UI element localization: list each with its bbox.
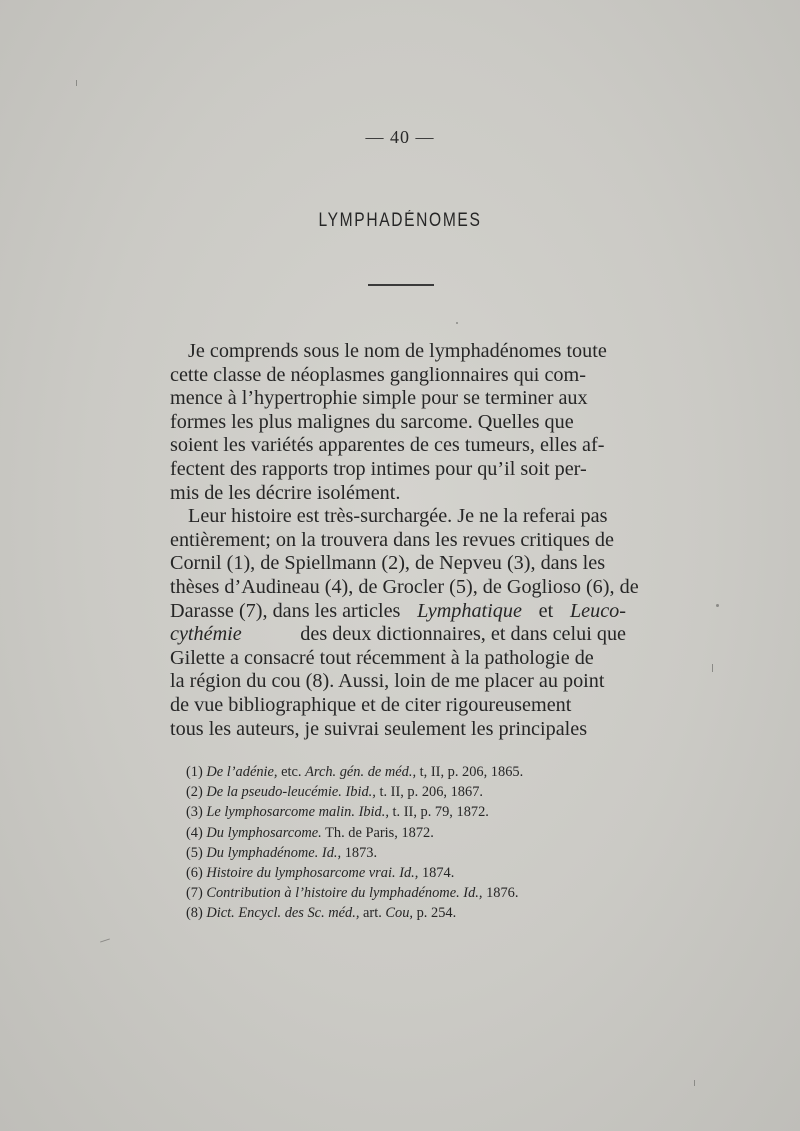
text-line: mence à l’hypertrophie simple pour se terminer aux xyxy=(170,387,588,410)
footnote-title: De l’adénie, xyxy=(206,764,278,780)
text-line: la région du cou (8). Aussi, loin de me placer au point xyxy=(170,670,605,693)
footnote-title: Contribution à l’histoire du lymphadénome. xyxy=(206,885,460,902)
page-number: — 40 — xyxy=(365,127,435,147)
footnote xyxy=(186,802,626,822)
footnote-source: Arch. gén. de méd., xyxy=(305,764,417,780)
text-line: fectent des rapports trop intimes pour qu’il soit per- xyxy=(170,457,587,480)
text-line: Gilette a consacré tout récemment à la pathologie de xyxy=(170,646,594,669)
footnote-number: (5) xyxy=(186,844,203,861)
footnote-title: Histoire du lymphosarcome vrai. xyxy=(206,865,396,882)
footnote-number: (1) xyxy=(186,764,203,780)
footnote-title: Du lymphadénome. xyxy=(206,844,319,861)
paper-speck xyxy=(716,604,719,607)
text-line xyxy=(170,623,626,647)
footnote-source: Ibid., xyxy=(358,804,389,821)
text-segment: Darasse (7), dans les articles xyxy=(170,599,401,622)
footnote-text: 1874. xyxy=(418,865,455,882)
text-line: Je comprends sous le nom de lymphadénomes toute xyxy=(188,340,607,362)
footnote-text: art. xyxy=(359,905,386,922)
italic-term: Leuco- xyxy=(569,599,626,622)
paper-speck xyxy=(456,322,458,324)
footnote-number: (2) xyxy=(186,784,203,801)
text-line: Leur histoire est très-surchargée. Je ne la referai pas xyxy=(188,505,608,528)
footnote xyxy=(186,903,626,923)
text-segment: et xyxy=(538,599,554,622)
paper-speck xyxy=(100,938,110,942)
footnote-source: Id., xyxy=(399,865,419,882)
text-line: formes les plus malignes du sarcome. Quelles que xyxy=(170,410,574,433)
footnote-number: (7) xyxy=(186,885,203,902)
footnote xyxy=(186,782,626,802)
footnote-number: (8) xyxy=(186,905,203,922)
title-divider xyxy=(368,284,434,286)
footnotes xyxy=(186,762,626,924)
text-segment: des deux dictionnaires, et dans celui que xyxy=(300,623,626,646)
footnote-source: Id., xyxy=(321,844,342,861)
footnote-title: De la pseudo-leucémie. xyxy=(206,784,342,801)
footnote-number: (6) xyxy=(186,865,203,882)
text-line: tous les auteurs, je suivrai seulement les principales xyxy=(170,717,588,740)
footnote-source: Id., xyxy=(463,885,483,902)
footnote xyxy=(186,823,626,843)
text-line: mis de les décrire isolément. xyxy=(170,481,401,504)
body-text xyxy=(170,340,639,741)
footnote xyxy=(186,843,626,863)
footnote-text: 1873. xyxy=(341,844,378,861)
footnote-title: Le lymphosarcome malin. xyxy=(206,804,355,821)
chapter-title: LYMPHADÉNOMES xyxy=(318,210,482,231)
italic-term: cythémie xyxy=(170,623,242,646)
footnote-text: t. II, p. 206, 1867. xyxy=(375,784,483,801)
footnote-title: Du lymphosarcome. xyxy=(206,824,322,841)
paper-speck xyxy=(712,664,713,672)
footnote-source: Cou, xyxy=(385,905,414,922)
footnote-text: t. II, p. 79, 1872. xyxy=(388,804,489,821)
footnote-title: Dict. Encycl. des Sc. méd., xyxy=(206,905,360,922)
text-line: soient les variétés apparentes de ces tumeurs, elles af- xyxy=(170,434,605,457)
footnote-text: etc. xyxy=(277,764,306,780)
footnote-source: Ibid., xyxy=(345,784,376,801)
text-line: cette classe de néoplasmes ganglionnaires qui com- xyxy=(170,363,586,386)
footnote-number: (4) xyxy=(186,824,203,841)
footnote xyxy=(186,863,626,883)
footnote-text: 1876. xyxy=(482,885,519,902)
footnote xyxy=(186,883,626,903)
text-line: Cornil (1), de Spiellmann (2), de Nepveu (3), dans les xyxy=(170,552,606,575)
text-line: de vue bibliographique et de citer rigoureusement xyxy=(170,693,572,716)
footnote-number: (3) xyxy=(186,804,203,821)
footnote-text: Th. de Paris, 1872. xyxy=(321,824,434,841)
paper-speck xyxy=(694,1080,695,1086)
paper-speck xyxy=(76,80,77,86)
text-line xyxy=(170,600,626,624)
text-line: thèses d’Audineau (4), de Grocler (5), de Goglioso (6), de xyxy=(170,575,639,598)
italic-term: Lymphatique xyxy=(417,599,522,622)
footnote-text: p. 254. xyxy=(413,905,457,922)
footnote-text: t, II, p. 206, 1865. xyxy=(416,764,524,780)
text-line: entièrement; on la trouvera dans les revues critiques de xyxy=(170,528,614,551)
footnote xyxy=(186,762,626,782)
